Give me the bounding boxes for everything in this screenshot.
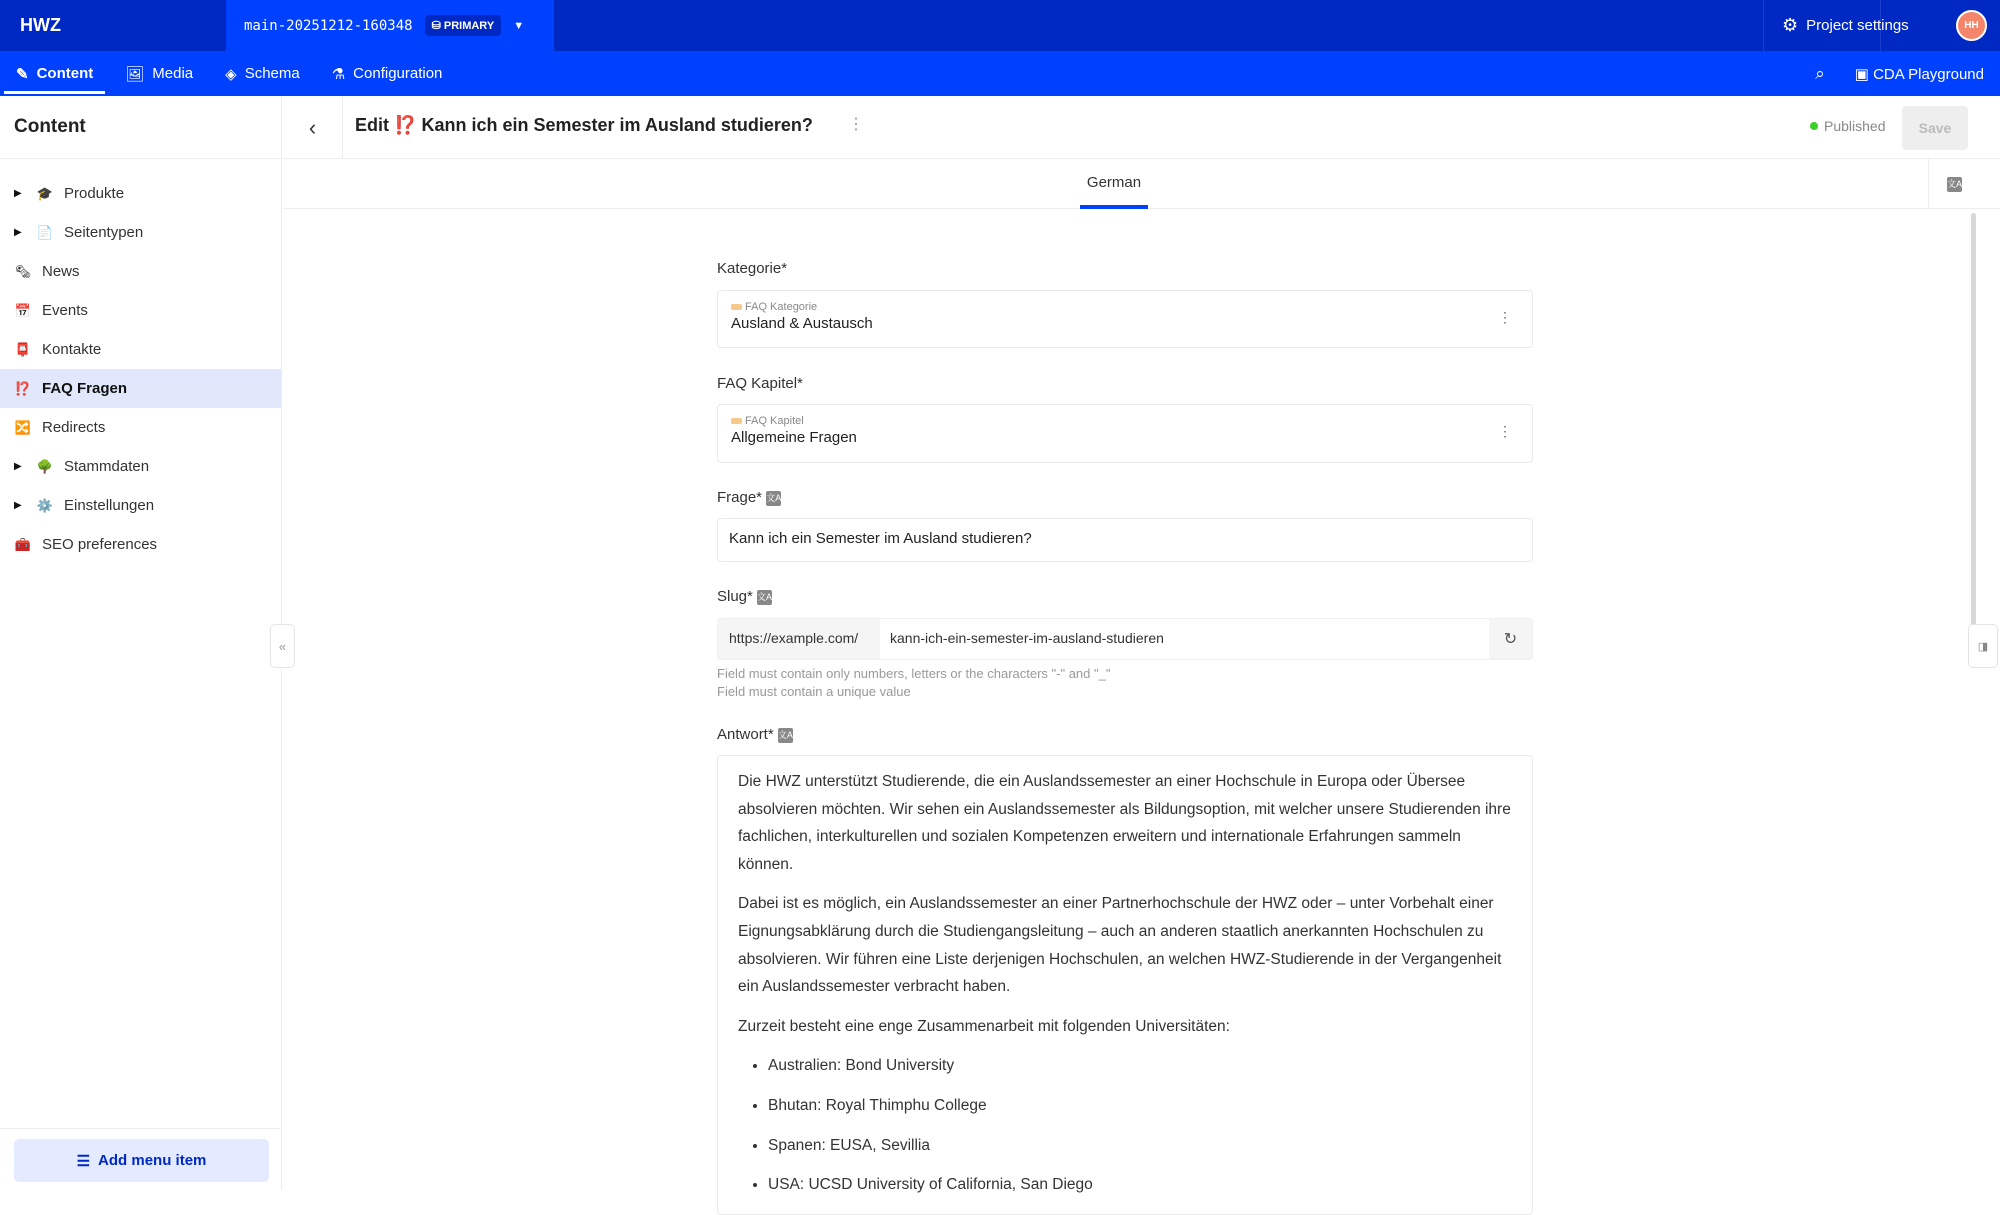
item-icon: 🗞 <box>14 263 32 279</box>
model-tag <box>731 415 1519 427</box>
chevron-down-icon: ▼ <box>513 19 525 32</box>
kapitel-reference-field[interactable] <box>717 404 1533 463</box>
reference-value: Ausland & Austausch <box>731 315 873 332</box>
sidebar-menu <box>0 159 281 564</box>
page-title <box>355 115 813 136</box>
list-icon: ☰ <box>76 1152 91 1170</box>
avatar[interactable]: HH <box>1956 10 1987 41</box>
project-settings-label: Project settings <box>1806 17 1909 34</box>
sidebar-item-news[interactable] <box>0 252 281 291</box>
tag-icon <box>731 418 742 424</box>
more-options-icon[interactable]: ⋮ <box>1498 309 1512 325</box>
kategorie-label: Kategorie* <box>717 260 788 277</box>
sidebar-item-label: FAQ Fragen <box>42 380 128 397</box>
list-item: • Australien: Bond University <box>768 1052 1512 1080</box>
collapse-sidebar-button[interactable]: « <box>270 624 295 668</box>
edit-icon: ✎ <box>16 65 29 83</box>
label-text: Frage* <box>717 489 763 506</box>
kategorie-reference-field[interactable] <box>717 290 1533 348</box>
antwort-label <box>717 726 793 743</box>
sidebar-item-events[interactable] <box>0 291 281 330</box>
translate-button[interactable] <box>1928 159 1980 209</box>
paragraph: Die HWZ unterstützt Studierende, die ein Auslandssemester an einer Hochschule in Europa oder Übersee absolvieren möchten. Wir sehen ein Auslandssemester als Bildungsoption, mit welcher unsere Studierenden ihre fachlichen, interkulturellen und sozialen Kompetenzen erweitern und internationale Erfahrungen sammeln können. <box>738 773 1511 873</box>
branch-switcher[interactable] <box>226 0 554 51</box>
model-name: FAQ Kapitel <box>745 415 804 427</box>
slug-input[interactable]: kann-ich-ein-semester-im-ausland-studieren <box>880 619 1489 659</box>
frage-input[interactable]: Kann ich ein Semester im Ausland studieren? <box>717 518 1533 562</box>
sidebar-item-label: Stammdaten <box>64 458 150 475</box>
antwort-richtext-editor[interactable] <box>717 755 1533 1215</box>
list-item: • USA: UCSD University of California, San Diego <box>768 1171 1512 1199</box>
search-icon[interactable]: ⌕ <box>1815 63 1825 83</box>
tab-configuration[interactable] <box>316 51 459 96</box>
tab-label: Content <box>36 65 94 82</box>
translate-icon: 文A <box>1947 177 1962 192</box>
item-icon: 📮 <box>14 341 32 357</box>
model-tag <box>731 301 1519 313</box>
tag-icon <box>731 304 742 310</box>
refresh-icon[interactable]: ↻ <box>1503 631 1518 648</box>
expand-icon[interactable]: ▶ <box>14 227 22 238</box>
reference-value: Allgemeine Fragen <box>731 429 857 446</box>
status-dot <box>1810 122 1818 130</box>
sidebar-item-stammdaten[interactable] <box>0 447 281 486</box>
scrollbar[interactable] <box>1971 213 1976 633</box>
cda-playground-button[interactable] <box>1855 65 1984 83</box>
environment-badge: ⛁ PRIMARY <box>425 15 502 36</box>
paragraph: Dabei ist es möglich, ein Auslandssemester an einer Partnerhochschule der HWZ oder – unter Vorbehalt einer Eignungsabklärung durch die Studiengangsleitung – auch an anderen staatlich anerkannten Hochschulen zu absolvieren. Wir führen eine Liste derjenigen Hochschulen, an welchen HWZ-Studierende in der Vergangenheit ein Auslandssemester verbracht haben. <box>738 895 1502 996</box>
more-options-icon[interactable]: ⋮ <box>848 116 864 133</box>
sidebar-item-label: Events <box>42 302 88 319</box>
kapitel-label: FAQ Kapitel* <box>717 375 803 392</box>
sidebar-item-redirects[interactable] <box>0 408 281 447</box>
paragraph: Zurzeit besteht eine enge Zusammenarbeit mit folgenden Universitäten: <box>738 1017 1230 1035</box>
tab-schema[interactable] <box>209 51 316 96</box>
slug-help-format: Field must contain only numbers, letters or the characters "-" and "_" <box>717 666 1111 681</box>
item-icon: 🌳 <box>36 458 54 474</box>
title-text: Kann ich ein Semester im Ausland studieren? <box>421 115 813 135</box>
toggle-right-panel-button[interactable]: ◨ <box>1968 624 1998 668</box>
label-text: Slug* <box>717 588 753 605</box>
slug-prefix: https://example.com/ <box>729 630 859 646</box>
flask-icon: ⚗ <box>331 65 346 83</box>
item-icon: 📄 <box>36 224 54 240</box>
sidebar-item-label: SEO preferences <box>42 536 158 553</box>
add-menu-item-label: Add menu item <box>98 1152 207 1169</box>
gear-icon: ⚙ <box>1782 15 1799 35</box>
project-settings-button[interactable] <box>1763 0 1963 51</box>
model-name: FAQ Kategorie <box>745 301 818 313</box>
status-label: Published <box>1824 118 1886 134</box>
slug-field <box>717 618 1533 660</box>
environment-label: PRIMARY <box>443 20 495 32</box>
chevron-left-icon: ‹ <box>308 114 317 140</box>
item-icon: ⁉️ <box>14 380 32 396</box>
save-button[interactable]: Save <box>1902 106 1968 150</box>
tab-label: Configuration <box>353 65 443 82</box>
frage-label <box>717 489 781 506</box>
expand-icon[interactable]: ▶ <box>14 461 22 472</box>
tab-label: Schema <box>244 65 300 82</box>
sidebar-item-seo-preferences[interactable] <box>0 525 281 564</box>
sidebar-item-seitentypen[interactable] <box>0 213 281 252</box>
sidebar-item-label: Redirects <box>42 419 106 436</box>
divider <box>0 1128 282 1129</box>
translate-icon: 文A <box>757 590 772 605</box>
cda-playground-label: CDA Playground <box>1873 65 1984 83</box>
main-nav <box>0 51 2000 96</box>
item-icon: 🎓 <box>36 185 54 201</box>
tab-media[interactable] <box>109 51 209 96</box>
university-list <box>738 1052 1512 1198</box>
add-menu-item-button[interactable] <box>14 1139 269 1182</box>
sidebar-item-label: Kontakte <box>42 341 102 358</box>
back-button[interactable] <box>283 96 343 159</box>
slug-help-unique: Field must contain a unique value <box>717 684 911 699</box>
expand-icon[interactable]: ▶ <box>14 500 22 511</box>
status-badge <box>1810 118 1886 134</box>
sidebar <box>0 96 282 1190</box>
label-text: Antwort* <box>717 726 774 743</box>
list-item: • Bhutan: Royal Thimphu College <box>768 1092 1512 1120</box>
brand-logo[interactable]: HWZ <box>20 15 61 35</box>
tab-label: Media <box>152 65 194 82</box>
translate-icon: 文A <box>778 728 793 743</box>
item-icon: 🔀 <box>14 419 32 435</box>
sidebar-item-faq-fragen[interactable] <box>0 369 281 408</box>
item-icon: 📅 <box>14 302 32 318</box>
expand-icon[interactable]: ▶ <box>14 188 22 199</box>
sidebar-item-kontakte[interactable] <box>0 330 281 369</box>
sidebar-item-label: Produkte <box>64 185 125 202</box>
list-item: • Spanen: EUSA, Sevillia <box>768 1132 1512 1160</box>
title-prefix: Edit <box>355 115 389 135</box>
sidebar-item-label: Einstellungen <box>64 497 155 514</box>
more-options-icon[interactable]: ⋮ <box>1498 423 1512 439</box>
slug-label <box>717 588 772 605</box>
sidebar-item-label: Seitentypen <box>64 224 144 241</box>
item-icon: 🧰 <box>14 536 32 552</box>
item-icon: ⚙️ <box>36 497 54 513</box>
nav-actions <box>1815 51 1984 96</box>
translate-icon: 文A <box>766 491 781 506</box>
terminal-icon: ▣ <box>1854 65 1869 83</box>
tab-content[interactable] <box>0 51 109 96</box>
sidebar-title: Content <box>0 96 281 159</box>
sidebar-item-einstellungen[interactable] <box>0 486 281 525</box>
image-icon: 🖼 <box>125 65 145 83</box>
layers-icon: ◈ <box>225 65 237 83</box>
sidebar-item-label: News <box>42 263 80 280</box>
sidebar-item-produkte[interactable] <box>0 174 281 213</box>
branch-name: main-20251212-160348 <box>244 17 413 34</box>
tab-german[interactable]: German <box>1080 159 1148 209</box>
title-emoji: ⁉️ <box>394 115 417 135</box>
